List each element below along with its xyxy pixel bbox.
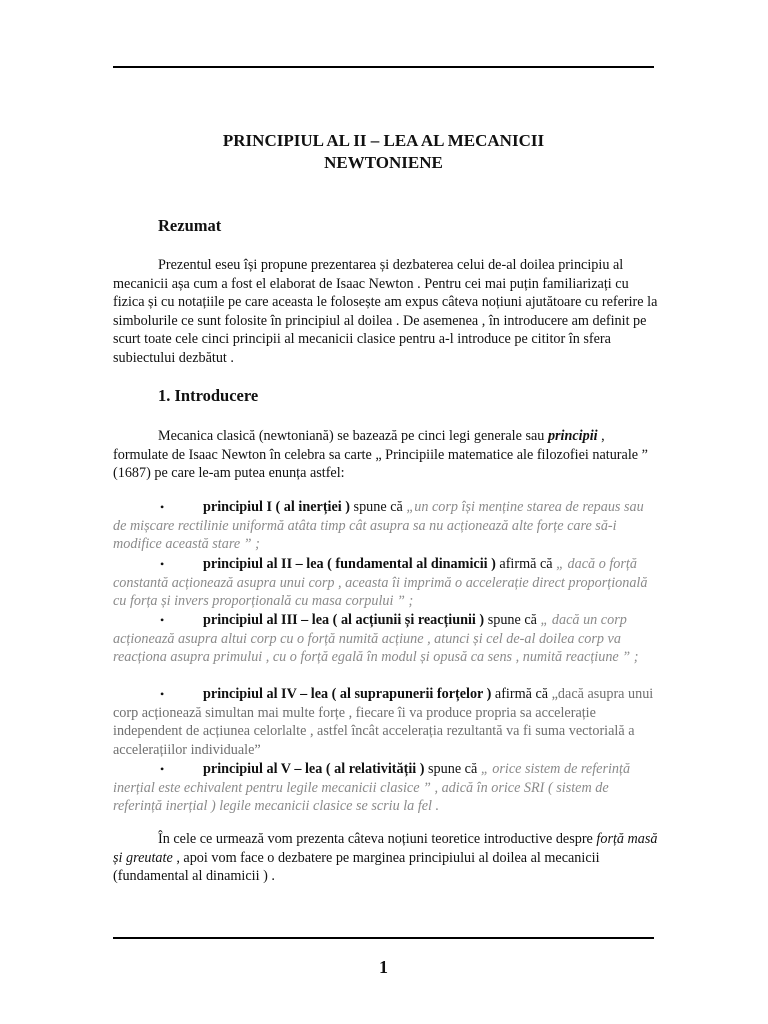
principle-verb: spune că <box>350 499 407 515</box>
principle-verb: afirmă că <box>491 686 552 702</box>
principle-quote: „ dacă o forță constantă acționează asupra unui corp , aceasta îi imprimă o accelerație direct proporțională cu forța și invers proporțională cu masa corpului ” ; <box>113 556 648 609</box>
introducere-paragraph <box>113 427 658 483</box>
list-item <box>113 555 658 611</box>
list-item <box>113 760 658 816</box>
principle-label: principiul al II – lea ( fundamental al dinamicii ) <box>203 556 496 572</box>
principle-verb: spune că <box>484 612 541 628</box>
bullet-icon: • <box>160 762 165 776</box>
principle-label: principiul al V – lea ( al relativității ) <box>203 761 425 777</box>
final-text-before: În cele ce urmează vom prezenta câteva noțiuni teoretice introductive despre <box>158 831 597 847</box>
principle-quote: „dacă asupra unui corp acționează simultan mai multe forțe , fiecare îi va produce propria sa accelerație independent de acțiunea celorlalte , astfel încât accelerația rezultantă va fi suma vectorială a accelerațiilor individuale” <box>113 686 654 758</box>
list-item <box>113 498 658 554</box>
intro-emphasis: principii <box>547 428 598 444</box>
bullet-icon: • <box>160 687 165 701</box>
intro-text-after: , formulate de Isaac Newton în celebra sa carte „ Principiile matematice ale filozofiei naturale ” (1687) pe care le-am putea enunța astfel: <box>113 428 648 481</box>
title-line-1: PRINCIPIUL AL II – LEA AL MECANICII <box>222 131 545 150</box>
closing-paragraph <box>113 830 658 886</box>
bottom-rule <box>113 937 654 939</box>
list-item <box>113 685 658 759</box>
bullet-icon: • <box>160 500 165 514</box>
title-line-2: NEWTONIENE <box>324 153 443 172</box>
principle-label: principiul al III – lea ( al acțiunii și reacțiunii ) <box>203 612 485 628</box>
bullet-icon: • <box>160 557 165 571</box>
page-title <box>113 130 654 174</box>
final-text-after: , apoi vom face o dezbatere pe marginea principiului al doilea al mecanicii (fundamental al dinamicii ) . <box>113 849 600 884</box>
introducere-heading: 1. Introducere <box>158 386 259 405</box>
principle-label: principiul al IV – lea ( al suprapunerii forțelor ) <box>203 686 492 702</box>
principle-quote: „ orice sistem de referință inerțial este echivalent pentru legile mecanicii clasice ” , adică în orice SRI ( sistem de referință inerțial ) legile mecanicii clasice se scriu la fel . <box>113 761 631 814</box>
principle-quote: „ dacă un corp acționează asupra altui corp cu o forță numită acțiune , atunci și cel de-al doilea corp va reacționa asupra primului , cu o forță egală în modul și opusă ca sens , numită reacțiune ” ; <box>113 612 639 665</box>
rezumat-paragraph: Prezentul eseu își propune prezentarea și dezbaterea celui de-al doilea principiu al mecanicii așa cum a fost el elaborat de Isaac Newton . Pentru cei mai puțin familiarizați cu fizica și cu notațiile pe care aceasta le folosește am expus câteva noțiuni ajutătoare cu referire la simbolurile ce sunt folosite în principiul al doilea . De asemenea , în introducere am definit pe scurt toate cele cinci principii al mecanicii clasice pentru a-l introduce pe cititor în sfera subiectului dezbătut . <box>113 257 658 366</box>
principle-quote: „un corp își menține starea de repaus sau de mișcare rectilinie uniformă atâta timp cât asupra sa nu acționează alte forțe care să-i modifice această stare ” ; <box>113 499 644 552</box>
principle-verb: afirmă că <box>495 556 557 572</box>
top-rule <box>113 66 654 68</box>
page-number: 1 <box>379 957 388 977</box>
bullet-icon: • <box>160 613 165 627</box>
list-item <box>113 611 658 667</box>
principle-verb: spune că <box>424 761 481 777</box>
intro-text-before: Mecanica clasică (newtoniană) se bazează pe cinci legi generale sau <box>158 428 548 444</box>
principle-label: principiul I ( al inerției ) <box>203 499 350 515</box>
rezumat-heading: Rezumat <box>158 216 222 235</box>
final-emphasis: forță masă și greutate <box>113 831 658 866</box>
